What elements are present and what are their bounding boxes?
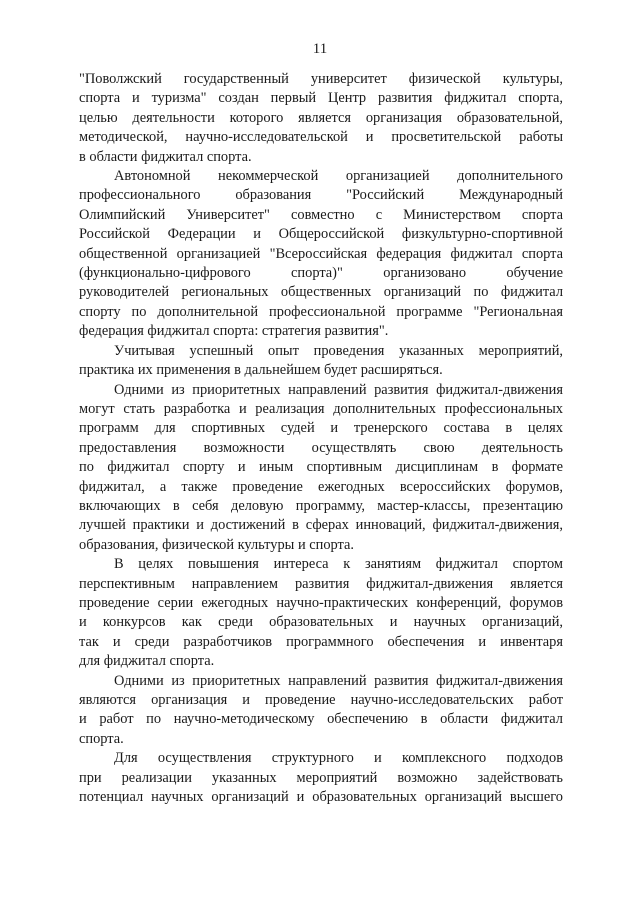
paragraph-end [79,148,563,167]
text-line: спорта и туризма" создан первый Центр развития фиджитал спорта, [79,90,563,107]
paragraph [79,70,563,148]
text-line: Российской Федерации и Общероссийской физкультурно-спортивной [79,226,563,243]
paragraph-end [79,361,563,380]
text-line: при реализации указанных мероприятий возможно задействовать [79,769,563,786]
paragraph [79,691,563,730]
text-line: являются организация и проведение научно-исследовательских работ [79,692,563,708]
paragraph-end [79,730,563,749]
paragraph [79,400,563,536]
paragraph [79,167,563,186]
text-line: могут стать разработка и реализация дополнительных профессиональных [79,400,563,417]
paragraph [79,575,563,653]
paragraph [79,555,563,574]
text-line: лучшей практики и достижений в сферах инноваций, фиджитал-движения, [79,517,563,534]
text-line: Одними из приоритетных направлений развития фиджитал-движения [114,381,563,398]
paragraph [79,749,563,768]
text-line: потенциал научных организаций и образовательных организаций высшего [79,789,563,806]
text-line: фиджитал, а также проведение ежегодных всероссийских форумов, [79,478,563,495]
text-line: включающих в себя деловую программу, мастер-классы, презентацию [79,497,563,514]
body-text [79,70,563,807]
text-line: по фиджитал спорту и иным спортивным дисциплинам в формате [79,459,563,476]
text-line: профессионального образования "Российский Международный [79,187,563,204]
paragraph [79,342,563,361]
text-line: Учитывая успешный опыт проведения указанных мероприятий, [114,342,563,359]
text-line: Олимпийский Университет" совместно с Министерством спорта [79,206,563,223]
text-line: Для осуществления структурного и комплексного подходов [114,750,563,767]
text-line: практика их применения в дальнейшем будет расширяться. [79,362,443,379]
paragraph [79,186,563,322]
text-line: проведение серии ежегодных научно-практических конференций, форумов [79,594,563,611]
text-line: для фиджитал спорта. [79,653,215,670]
text-line: федерация фиджитал спорта: стратегия развития". [79,323,389,340]
paragraph [79,769,563,808]
text-line: "Поволжский государственный университет физической культуры, [79,71,563,87]
text-line: спорта. [79,730,124,747]
paragraph [79,381,563,400]
text-line: (функционально-цифрового спорта)" организовано обучение [79,265,563,282]
text-line: целью деятельности которого является организация образовательной, [79,109,563,126]
text-line: перспективным направлением развития фиджитал-движения является [79,575,563,592]
text-line: методической, научно-исследовательской и просветительской работы [79,129,563,146]
paragraph-end [79,536,563,555]
text-line: и работ по научно-методическому обеспечению в области фиджитал [79,711,563,728]
text-line: общественной организацией "Всероссийская федерация фиджитал спорта [79,245,563,262]
text-line: спорту по дополнительной профессиональной программе "Региональная [79,303,563,320]
text-line: так и среди разработчиков программного обеспечения и инвентаря [79,633,563,650]
text-line: Одними из приоритетных направлений развития фиджитал-движения [114,672,563,689]
page-number: 11 [312,41,328,57]
text-line: и конкурсов как среди образовательных и научных организаций, [79,614,563,631]
text-line: программ для спортивных судей и тренерского состава в целях [79,420,563,437]
text-line: Автономной некоммерческой организацией дополнительного [114,168,563,185]
text-line: в области фиджитал спорта. [79,148,252,165]
text-line: образования, физической культуры и спорта. [79,536,354,553]
text-line: предоставления возможности осуществлять свою деятельность [79,439,563,456]
text-line: руководителей региональных общественных организаций по фиджитал [79,284,563,301]
paragraph [79,672,563,691]
paragraph-end [79,322,563,341]
paragraph-end [79,652,563,671]
text-line: В целях повышения интереса к занятиям фиджитал спортом [114,556,563,573]
